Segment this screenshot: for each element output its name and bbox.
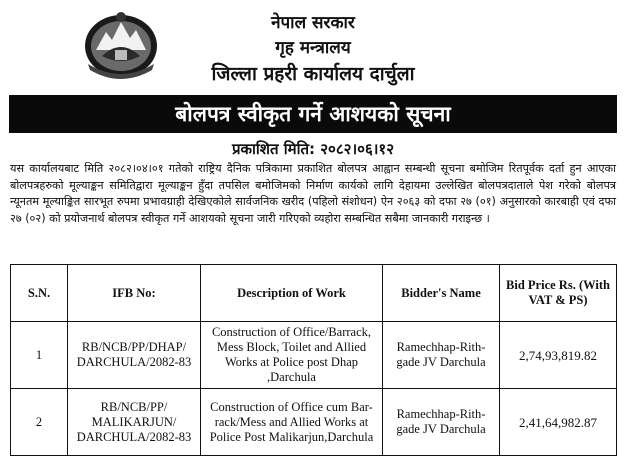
cell-bidder: Ramechhap-Rith- gade JV Darchula bbox=[383, 389, 500, 456]
published-date: प्रकाशित मिति: २०८२।०६।१२ bbox=[231, 140, 395, 158]
header-ministry: गृह मन्त्रालय bbox=[275, 38, 351, 58]
cell-sn: 1 bbox=[11, 322, 68, 389]
cell-description: Construction of Office cum Bar- rack/Mess and Allied Works at Police Post Malikarjun,Darchula bbox=[201, 389, 383, 456]
cell-sn: 2 bbox=[11, 389, 68, 456]
notice-title-banner bbox=[9, 95, 617, 133]
cell-ifb: RB/NCB/PP/DHAP/ DARCHULA/2082-83 bbox=[68, 322, 201, 389]
col-header-sn: S.N. bbox=[11, 265, 68, 322]
table-header-row bbox=[11, 265, 617, 322]
col-header-ifb: IFB No: bbox=[68, 265, 201, 322]
cell-price: 2,74,93,819.82 bbox=[500, 322, 617, 389]
header-government: नेपाल सरकार bbox=[271, 13, 355, 33]
cell-description: Construction of Office/Barrack, Mess Block, Toilet and Allied Works at Police post Dhap ,Darchula bbox=[201, 322, 383, 389]
col-header-bidder: Bidder's Name bbox=[383, 265, 500, 322]
col-header-price: Bid Price Rs. (With VAT & PS) bbox=[500, 265, 617, 322]
table-row bbox=[11, 389, 617, 456]
header-office: जिल्ला प्रहरी कार्यालय दार्चुला bbox=[211, 63, 415, 85]
cell-price: 2,41,64,982.87 bbox=[500, 389, 617, 456]
table-row bbox=[11, 322, 617, 389]
cell-bidder: Ramechhap-Rith- gade JV Darchula bbox=[383, 322, 500, 389]
notice-body: यस कार्यालयबाट मिति २०८२।०४।०१ गतेको राष्ट्रिय दैनिक पत्रिकामा प्रकाशित बोलपत्र आह्वान सम्बन्धी सूचना बमोजिम रितपूर्वक दर्ता हुन आएका बोलपत्रहरुको मूल्याङ्कन समितिद्वारा मूल्याङ्कन हुँदा तपसिल बमोजिमको निर्माण कार्यको लागि देहायमा उल्लेखित बोलपत्रदाताले पेश गरेको बोलपत्र न्यूनतम मूल्याङ्कित सारभूत रुपमा प्रभावग्राही देखिएकोले सार्वजनिक खरीद (पहिलो संशोधन) ऐन २०६३ को दफा २७ (०१) अनुसारको कारबाही एवं दफा २७ (०२) को प्रयोजनार्थ बोलपत्र स्वीकृत गर्ने आशयको सूचना जारी गरिएको व्यहोरा सम्बन्धित सबैमा जानकारी गराइन्छ । bbox=[10, 162, 616, 225]
col-header-description: Description of Work bbox=[201, 265, 383, 322]
bid-table bbox=[10, 264, 617, 456]
cell-ifb: RB/NCB/PP/ MALIKARJUN/ DARCHULA/2082-83 bbox=[68, 389, 201, 456]
notice-title: बोलपत्र स्वीकृत गर्ने आशयको सूचना bbox=[175, 102, 451, 126]
